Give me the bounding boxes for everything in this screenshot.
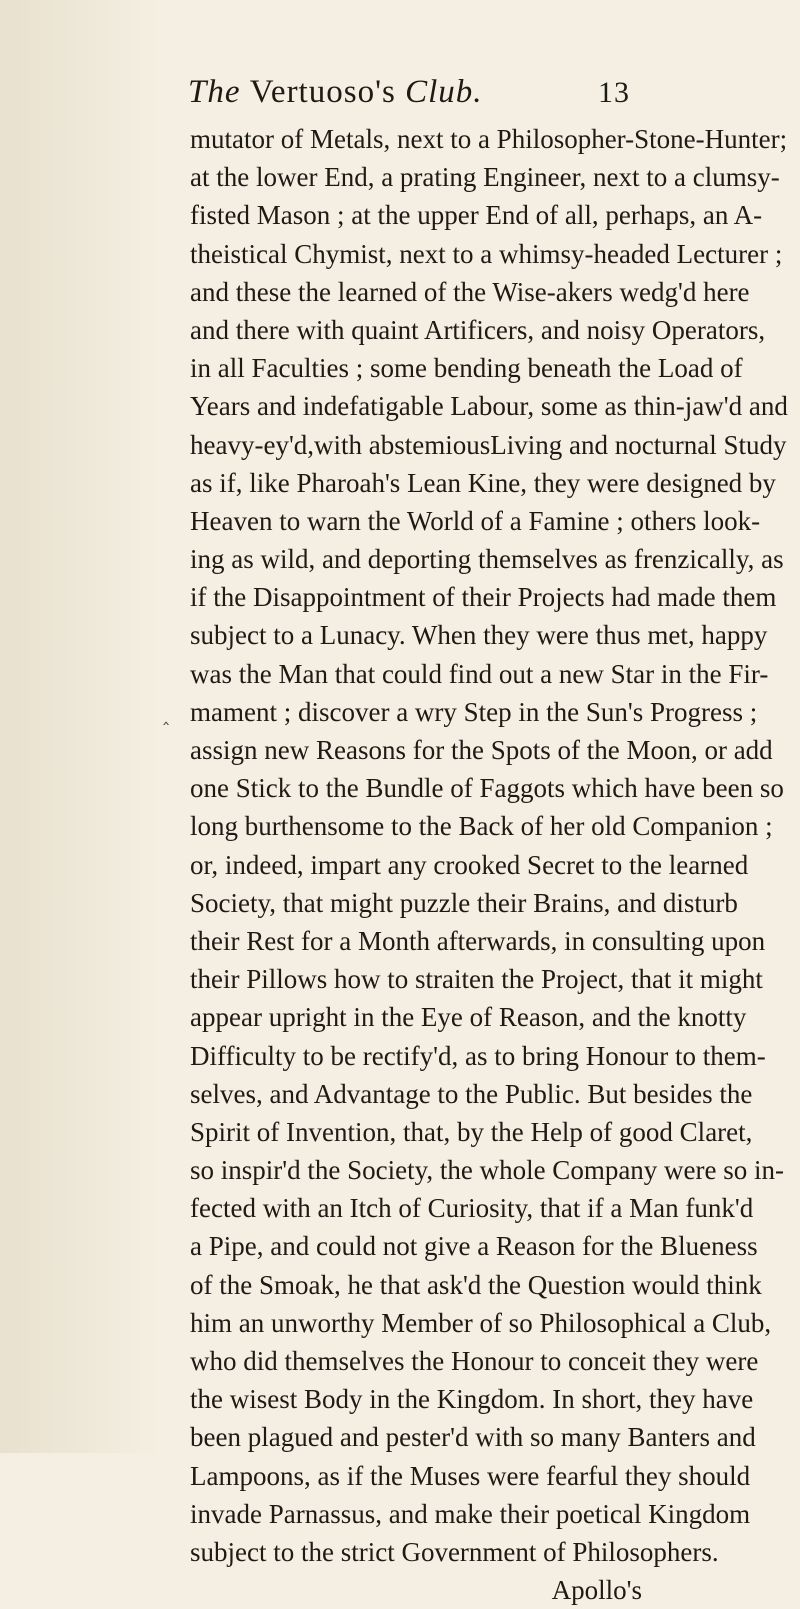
text-line: or, indeed, impart any crooked Secret to the learned bbox=[190, 849, 749, 880]
text-line: assign new Reasons for the Spots of the Moon, or add bbox=[190, 735, 773, 765]
running-title-club: Club. bbox=[405, 74, 483, 110]
text-line: if the Disappointment of their Projects had made them bbox=[190, 582, 777, 613]
page-edge-shading bbox=[0, 0, 160, 1453]
margin-mark: ‸ bbox=[163, 705, 170, 725]
text-line: theistical Chymist, next to a whimsy-headed Lecturer ; bbox=[190, 238, 783, 269]
text-line: in all Faculties ; some bending beneath the Load of bbox=[190, 353, 743, 384]
text-line: at the lower End, a prating Engineer, next to a clumsy- bbox=[190, 162, 780, 193]
text-line: subject to the strict Government of Philosophers. bbox=[190, 1536, 719, 1567]
text-line: been plagued and pester'd with so many Banters and bbox=[190, 1422, 756, 1453]
text-line: mutator of Metals, next to a Philosopher-Stone-Hunter; bbox=[190, 124, 788, 154]
text-line: subject to a Lunacy. When they were thus met, happy bbox=[190, 620, 768, 651]
text-line: their Pillows how to straiten the Project, that it might bbox=[190, 964, 763, 995]
text-line: Lampoons, as if the Muses were fearful they should bbox=[190, 1460, 751, 1491]
text-line: heavy-ey'd,with abstemiousLiving and nocturnal Study bbox=[190, 429, 787, 460]
text-line: long burthensome to the Back of her old Companion ; bbox=[190, 811, 773, 842]
page-number: 13 bbox=[598, 76, 630, 109]
text-line: ing as wild, and deporting themselves as frenzically, as bbox=[190, 544, 784, 575]
running-title-vertuoso: Vertuoso's bbox=[249, 74, 406, 110]
text-line: Years and indefatigable Labour, some as thin-jaw'd and bbox=[190, 391, 788, 422]
running-header bbox=[188, 74, 630, 111]
text-line: their Rest for a Month afterwards, in consulting upon bbox=[190, 925, 766, 956]
body-text bbox=[190, 120, 788, 1609]
text-line: the wisest Body in the Kingdom. In short, they have bbox=[190, 1384, 754, 1415]
text-line: who did themselves the Honour to conceit they were bbox=[190, 1346, 759, 1376]
text-line: selves, and Advantage to the Public. But besides the bbox=[190, 1078, 753, 1109]
text-line: as if, like Pharoah's Lean Kine, they were designed by bbox=[190, 467, 776, 498]
text-line: was the Man that could find out a new Star in the Fir- bbox=[190, 658, 769, 689]
text-line: and these the learned of the Wise-akers wedg'd here bbox=[190, 276, 750, 307]
text-line: appear upright in the Eye of Reason, and the knotty bbox=[190, 1002, 747, 1033]
text-line: of the Smoak, he that ask'd the Question would think bbox=[190, 1269, 762, 1300]
text-line: mament ; discover a wry Step in the Sun's Progress ; bbox=[190, 696, 758, 727]
text-line: so inspir'd the Society, the whole Company were so in- bbox=[190, 1155, 785, 1186]
text-line: one Stick to the Bundle of Faggots which have been so bbox=[190, 773, 784, 804]
text-line: Society, that might puzzle their Brains, and disturb bbox=[190, 887, 738, 918]
running-title bbox=[188, 74, 483, 111]
text-line: Heaven to warn the World of a Famine ; others look- bbox=[190, 505, 761, 536]
text-line: Difficulty to be rectify'd, as to bring Honour to them- bbox=[190, 1040, 766, 1071]
catchword: Apollo's bbox=[551, 1575, 642, 1606]
running-title-the: The bbox=[188, 74, 250, 110]
text-line: and there with quaint Artificers, and noisy Operators, bbox=[190, 314, 766, 345]
text-line: fisted Mason ; at the upper End of all, perhaps, an A- bbox=[190, 200, 763, 231]
text-line: Spirit of Invention, that, by the Help of good Claret, bbox=[190, 1116, 753, 1147]
text-line: fected with an Itch of Curiosity, that if a Man funk'd bbox=[190, 1193, 754, 1224]
text-line: him an unworthy Member of so Philosophical a Club, bbox=[190, 1307, 772, 1338]
text-line: invade Parnassus, and make their poetical Kingdom bbox=[190, 1498, 751, 1529]
text-line: a Pipe, and could not give a Reason for the Blueness bbox=[190, 1231, 758, 1262]
